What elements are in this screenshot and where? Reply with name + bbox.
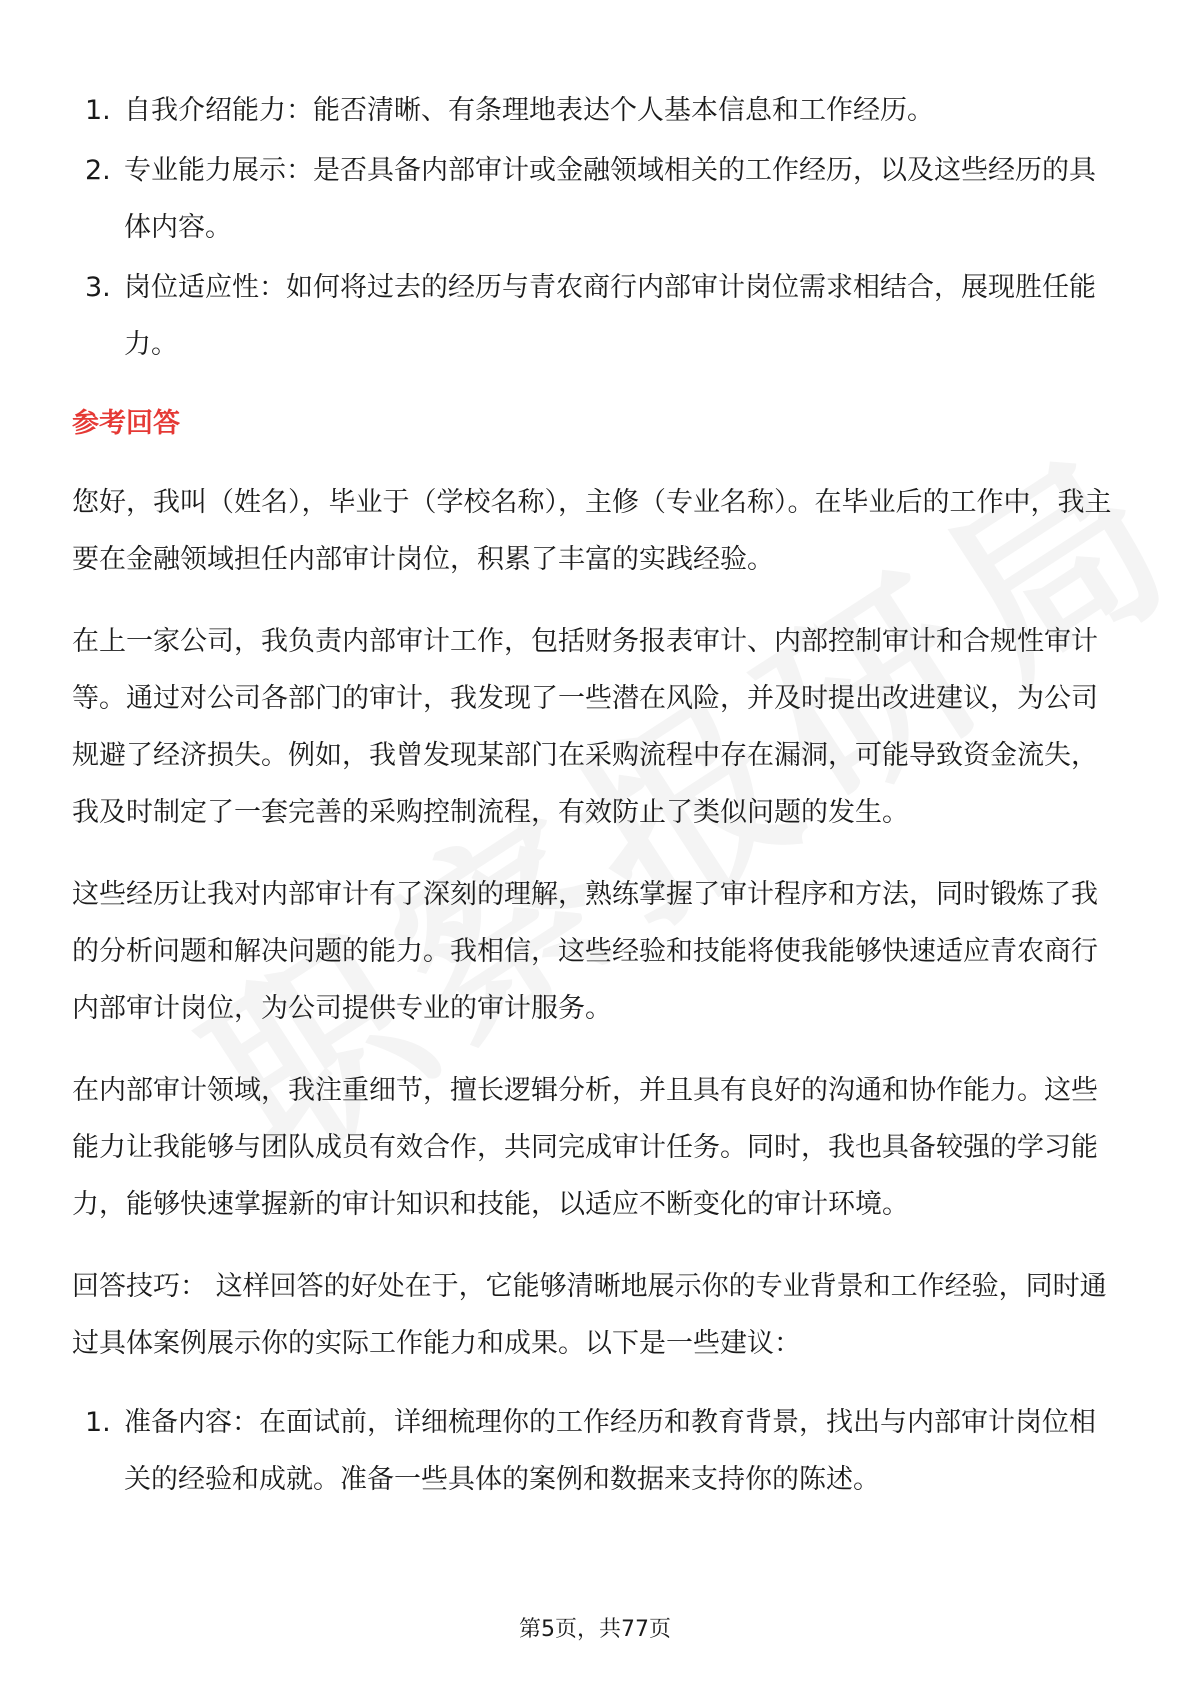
answer-paragraph: 在内部审计领域，我注重细节，擅长逻辑分析，并且具有良好的沟通和协作能力。这些能力让我能够与团队成员有效合作，共同完成审计任务。同时，我也具备较强的学习能力，能够快速掌握新的审计知识和技能，以适应不断变化的审计环境。 [72,1075,1098,1220]
reference-answer-heading: 参考回答 [72,408,180,439]
list-item [72,1394,1122,1508]
answer-tips: 回答技巧： 这样回答的好处在于，它能够清晰地展示你的专业背景和工作经验，同时通过具体案例展示你的实际工作能力和成果。以下是一些建议： [72,1271,1107,1359]
list-item-text: 岗位适应性：如何将过去的经历与青农商行内部审计岗位需求相结合，展现胜任能力。 [124,272,1096,360]
list-item [72,82,1122,139]
answer-paragraph: 您好，我叫（姓名），毕业于（学校名称），主修（专业名称）。在毕业后的工作中，我主要在金融领域担任内部审计岗位，积累了丰富的实践经验。 [72,487,1112,575]
list-item-number: 3. [85,272,111,303]
list-item-text: 自我介绍能力：能否清晰、有条理地表达个人基本信息和工作经历。 [124,95,934,126]
list-item-text: 准备内容：在面试前，详细梳理你的工作经历和教育背景，找出与内部审计岗位相关的经验和成就。准备一些具体的案例和数据来支持你的陈述。 [124,1407,1096,1495]
list-item [72,259,1122,373]
page-number: 第5页，共77页 [519,1617,671,1642]
list-item-text: 专业能力展示：是否具备内部审计或金融领域相关的工作经历，以及这些经历的具体内容。 [124,155,1096,243]
list-item-number: 1. [85,95,111,126]
question-points-list [72,82,1122,373]
tips-list [72,1394,1122,1508]
page-content [72,82,1122,1511]
list-item-number: 2. [85,155,111,186]
answer-paragraph: 在上一家公司，我负责内部审计工作，包括财务报表审计、内部控制审计和合规性审计等。通过对公司各部门的审计，我发现了一些潜在风险，并及时提出改进建议，为公司规避了经济损失。例如，我曾发现某部门在采购流程中存在漏洞，可能导致资金流失，我及时制定了一套完善的采购控制流程，有效防止了类似问题的发生。 [72,626,1098,828]
list-item [72,142,1122,256]
list-item-number: 1. [85,1407,111,1438]
answer-paragraph: 这些经历让我对内部审计有了深刻的理解，熟练掌握了审计程序和方法，同时锻炼了我的分析问题和解决问题的能力。我相信，这些经验和技能将使我能够快速适应青农商行内部审计岗位，为公司提供专业的审计服务。 [72,879,1098,1024]
